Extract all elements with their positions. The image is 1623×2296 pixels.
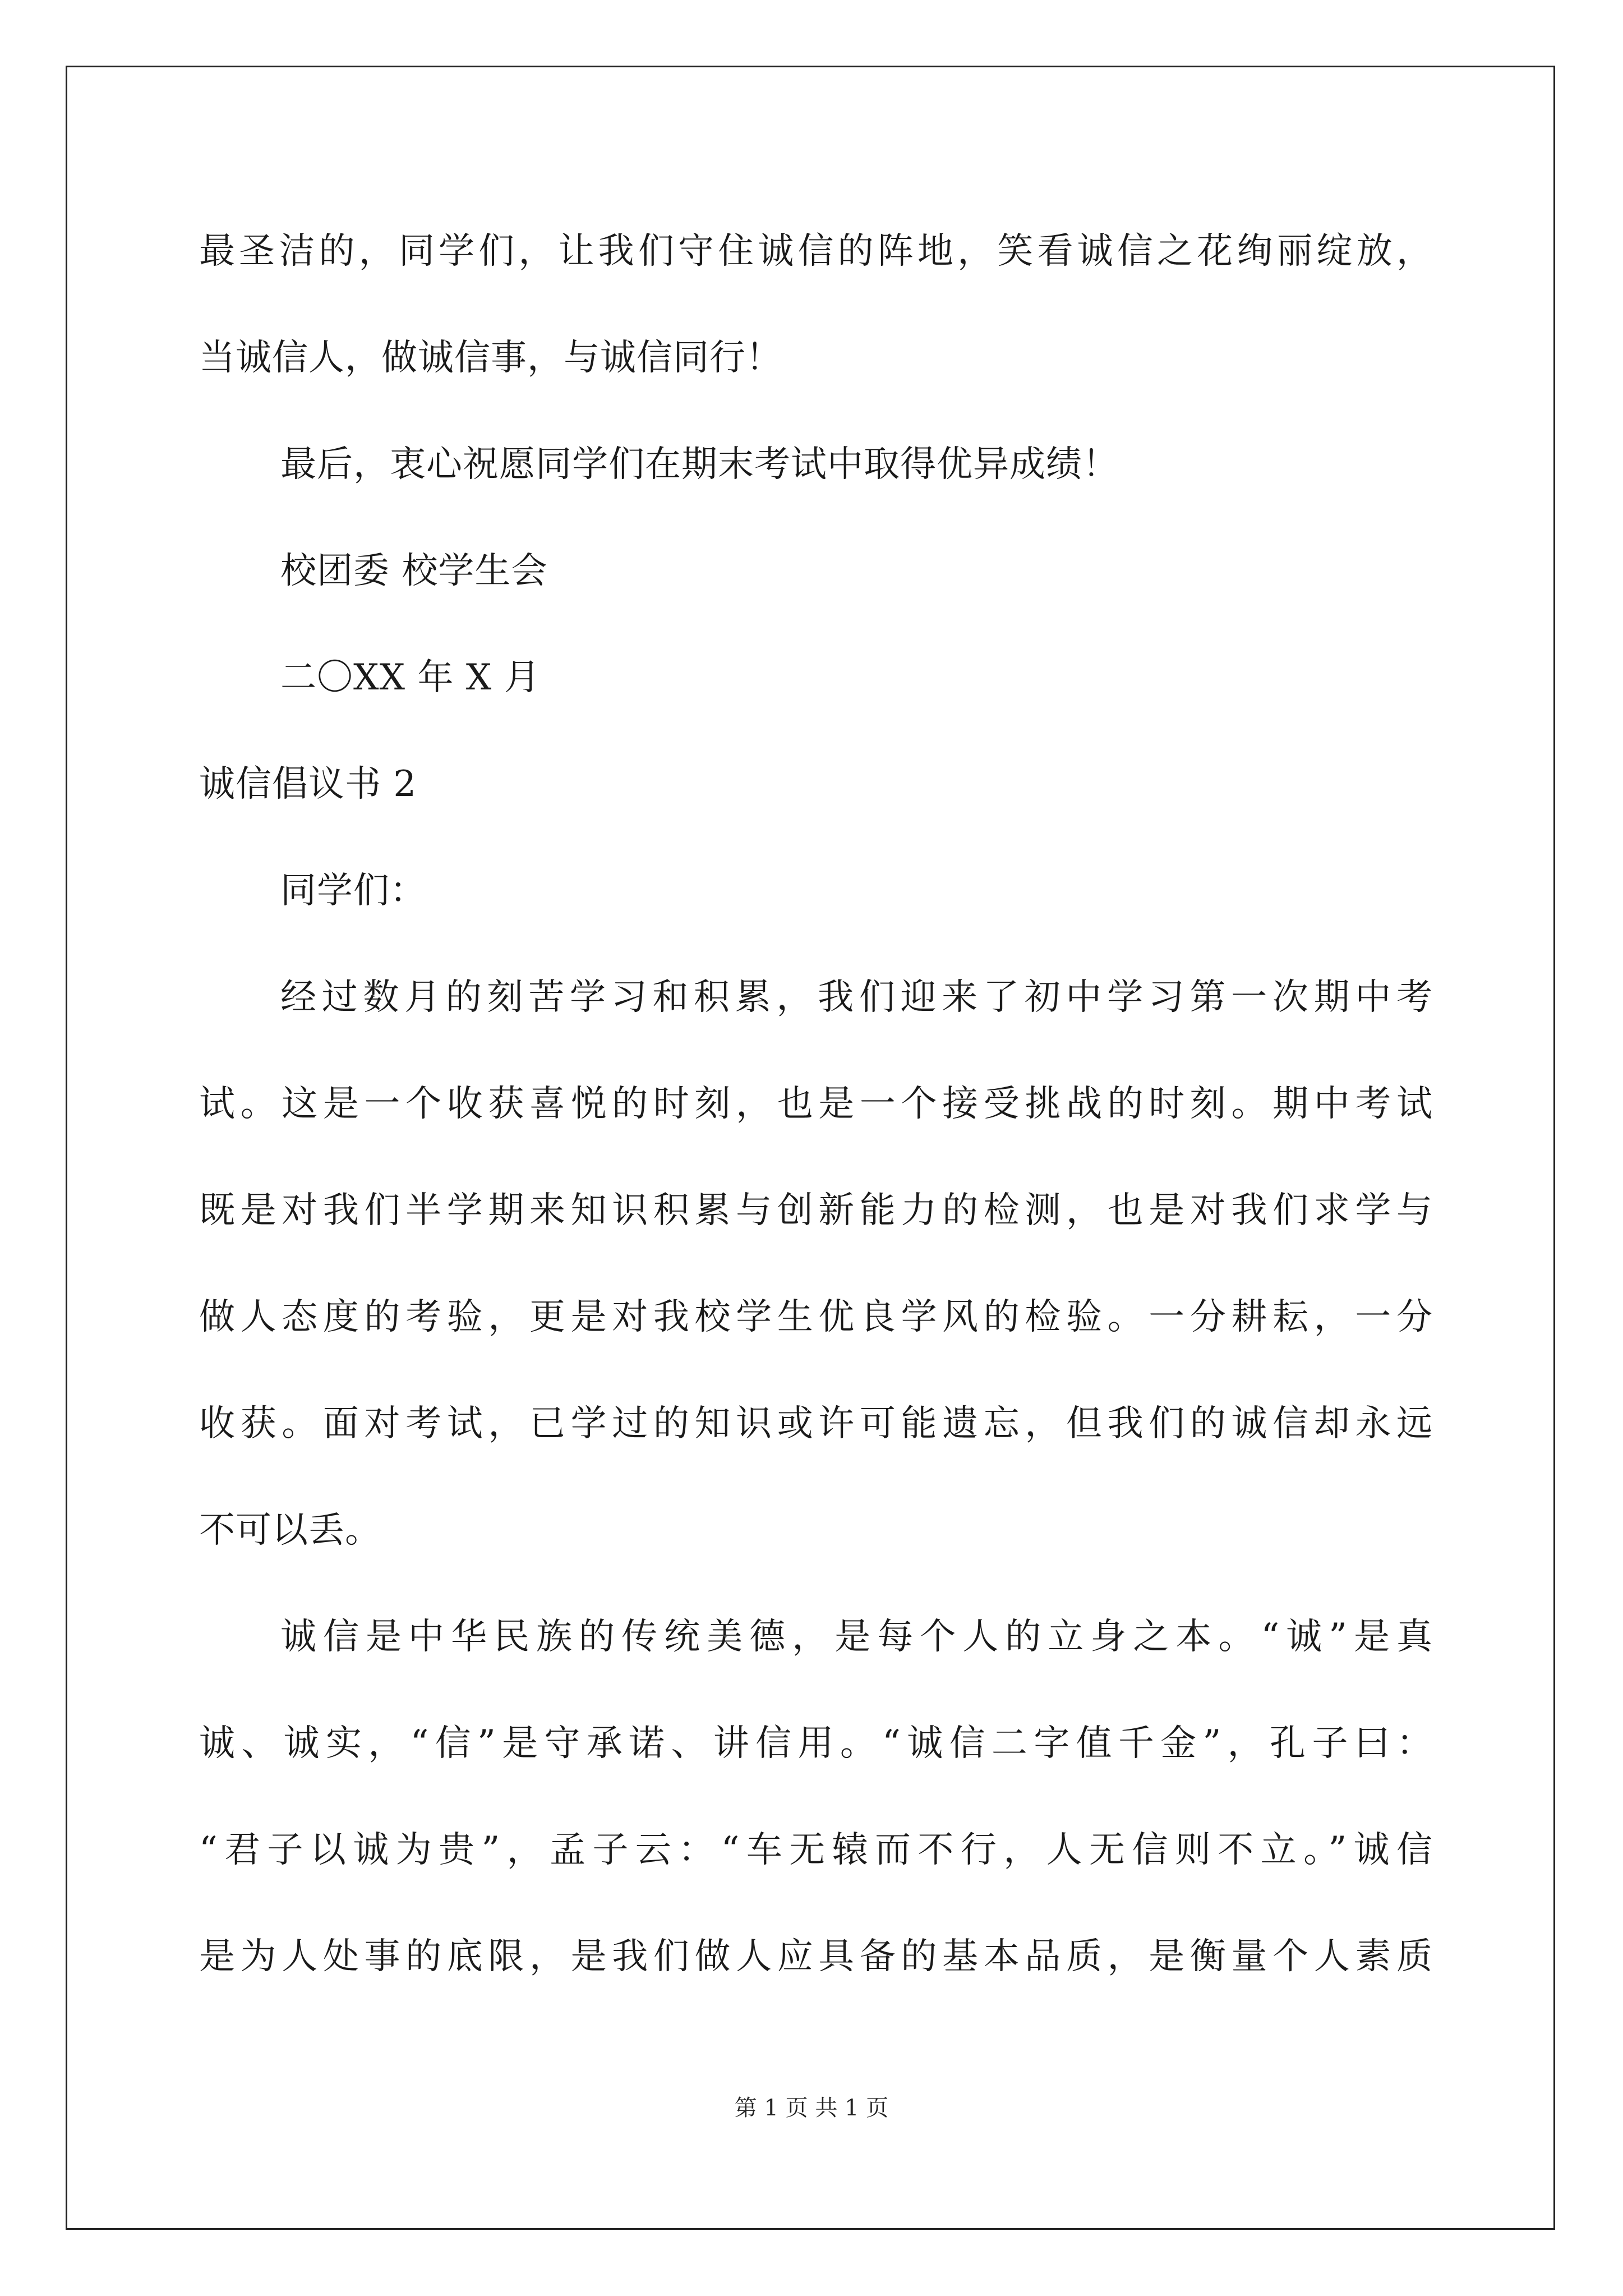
text-line: 诚信是中华民族的传统美德，是每个人的立身之本。“诚”是真 xyxy=(280,1616,1433,1658)
text-line: 收获。面对考试，已学过的知识或许可能遗忘，但我们的诚信却永远 xyxy=(199,1403,1433,1444)
text-line: 既是对我们半学期来知识积累与创新能力的检测，也是对我们求学与 xyxy=(199,1190,1433,1231)
section-title: 诚信倡议书 2 xyxy=(199,763,417,805)
text-line: 最后，衷心祝愿同学们在期末考试中取得优异成绩！ xyxy=(280,444,1119,485)
signature-org: 校团委 校学生会 xyxy=(280,550,548,592)
page-footer: 第 1 页 共 1 页 xyxy=(734,2095,889,2121)
text-line: 经过数月的刻苦学习和积累，我们迎来了初中学习第一次期中考 xyxy=(280,977,1433,1018)
salutation: 同学们： xyxy=(280,870,426,912)
text-line: 做人态度的考验，更是对我校学生优良学风的检验。一分耕耘，一分 xyxy=(199,1296,1433,1338)
text-line: “君子以诚为贵”，孟子云：“车无辕而不行，人无信则不立。”诚信 xyxy=(199,1829,1433,1871)
text-line: 当诚信人，做诚信事，与诚信同行！ xyxy=(199,337,782,379)
signature-date: 二〇XX 年 X 月 xyxy=(280,657,541,698)
text-line: 不可以丢。 xyxy=(199,1510,381,1551)
text-line: 诚、诚实，“信”是守承诺、讲信用。“诚信二字值千金”，孔子曰： xyxy=(199,1723,1433,1764)
page-frame xyxy=(66,66,1555,2230)
text-line: 试。这是一个收获喜悦的时刻，也是一个接受挑战的时刻。期中考试 xyxy=(199,1083,1433,1125)
text-line: 最圣洁的，同学们，让我们守住诚信的阵地，笑看诚信之花绚丽绽放， xyxy=(199,231,1433,272)
text-line: 是为人处事的底限，是我们做人应具备的基本品质，是衡量个人素质 xyxy=(199,1936,1433,1977)
